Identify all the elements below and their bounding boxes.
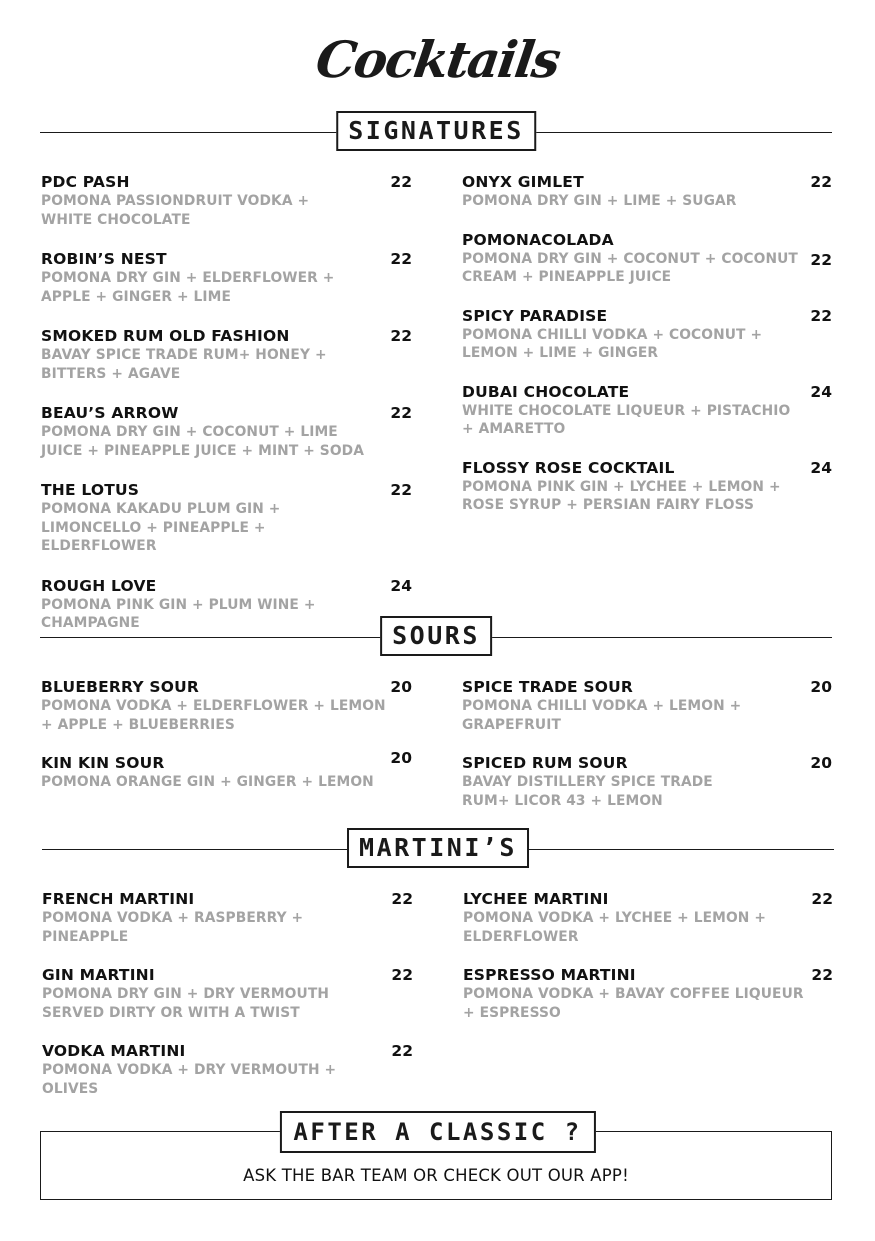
martinis-header [42,828,834,872]
signatures-right-column [462,172,832,515]
menu-item [41,249,412,306]
menu-item [42,1041,413,1098]
menu-item [42,965,413,1022]
item-price: 20 [810,754,832,772]
menu-item [41,403,412,460]
item-price: 24 [810,458,832,477]
item-price: 22 [810,306,832,325]
menu-item [462,230,832,287]
item-price: 22 [390,250,412,268]
item-price: 24 [390,576,412,595]
menu-item [42,889,413,946]
item-name: SPICE TRADE SOUR [462,678,634,696]
item-description: POMONA VODKA + DRY VERMOUTH + OLIVES [42,1062,337,1097]
item-description: BAVAY SPICE TRADE RUM+ HONEY + BITTERS + AGAVE [41,347,327,382]
item-name: KIN KIN SOUR [41,754,165,772]
item-description: POMONA DRY GIN + COCONUT + COCONUT CREAM + PINEAPPLE JUICE [462,250,798,285]
item-description: POMONA VODKA + ELDERFLOWER + LEMON + APPLE + BLUEBERRIES [41,698,386,733]
item-description: POMONA PINK GIN + PLUM WINE + CHAMPAGNE [41,596,316,631]
item-name: ONYX GIMLET [462,173,584,191]
item-name: VODKA MARTINI [42,1042,186,1060]
item-name: GIN MARTINI [42,966,155,984]
item-price: 22 [391,1042,413,1060]
item-description: POMONA DRY GIN + LIME + SUGAR [462,193,737,209]
menu-item [462,458,832,515]
menu-item [463,889,833,946]
item-description: POMONA PASSIONDRUIT VODKA + WHITE CHOCOLATE [41,193,310,228]
menu-item [41,749,412,792]
menu-item [462,677,832,734]
item-name: PDC PASH [41,173,130,191]
item-name: ROBIN’S NEST [41,250,167,268]
item-price: 20 [390,678,412,696]
item-description: POMONA PINK GIN + LYCHEE + LEMON + ROSE SYRUP + PERSIAN FAIRY FLOSS [462,478,781,513]
footer-heading: AFTER A CLASSIC ? [279,1111,595,1153]
item-price: 22 [390,173,412,191]
item-price: 24 [810,382,832,401]
menu-item [462,172,832,211]
item-name: THE LOTUS [41,481,140,499]
item-name: SMOKED RUM OLD FASHION [41,327,290,345]
item-name: LYCHEE MARTINI [463,890,609,908]
item-name: FRENCH MARTINI [42,890,195,908]
item-price: 22 [811,966,833,984]
menu-item [41,480,412,556]
item-name: SPICY PARADISE [462,306,608,325]
menu-item [41,677,412,734]
item-description: POMONA DRY GIN + DRY VERMOUTH SERVED DIRTY OR WITH A TWIST [42,986,329,1021]
item-price: 22 [391,966,413,984]
item-name: ROUGH LOVE [41,576,157,595]
item-description: WHITE CHOCOLATE LIQUEUR + PISTACHIO + AMARETTO [462,402,791,437]
sours-right-column [462,677,832,810]
item-price: 22 [390,404,412,422]
menu-item [462,306,832,363]
item-description: POMONA VODKA + LYCHEE + LEMON + ELDERFLOWER [463,910,766,945]
signatures-header [40,111,832,155]
item-description: POMONA KAKADU PLUM GIN + LIMONCELLO + PINEAPPLE + ELDERFLOWER [41,501,281,554]
sours-header [40,616,832,660]
item-description: BAVAY DISTILLERY SPICE TRADE RUM+ LICOR 43 + LEMON [462,774,713,809]
item-description: POMONA DRY GIN + COCONUT + LIME JUICE + PINEAPPLE JUICE + MINT + SODA [41,424,364,459]
menu-item [462,753,832,810]
item-price: 22 [390,481,412,499]
martinis-left-column [42,889,413,1098]
menu-item [41,326,412,383]
menu-item [462,382,832,439]
item-description: POMONA CHILLI VODKA + COCONUT + LEMON + LIME + GINGER [462,326,763,361]
item-price: 22 [810,250,832,269]
item-description: POMONA ORANGE GIN + GINGER + LEMON [41,774,374,790]
menu-item [463,965,833,1022]
item-name: BLUEBERRY SOUR [41,678,200,696]
item-description: POMONA DRY GIN + ELDERFLOWER + APPLE + GINGER + LIME [41,270,335,305]
item-price: 22 [391,890,413,908]
item-description: POMONA VODKA + BAVAY COFFEE LIQUEUR + ESPRESSO [463,986,804,1021]
item-name: BEAU’S ARROW [41,404,179,422]
item-price: 22 [390,327,412,345]
item-name: DUBAI CHOCOLATE [462,382,630,401]
signatures-left-column [41,172,412,633]
item-name: POMONACOLADA [462,230,614,249]
item-price: 22 [810,173,832,191]
item-price: 22 [811,890,833,908]
item-description: POMONA CHILLI VODKA + LEMON + GRAPEFRUIT [462,698,742,733]
menu-title: Cocktails [312,30,563,89]
item-name: ESPRESSO MARTINI [463,966,636,984]
item-name: SPICED RUM SOUR [462,754,628,772]
item-name: FLOSSY ROSE COCKTAIL [462,458,675,477]
sours-left-column [41,677,412,792]
martinis-right-column [463,889,833,1022]
item-price: 20 [810,678,832,696]
signatures-heading: SIGNATURES [336,111,536,151]
menu-item [41,172,412,229]
footer-text: ASK THE BAR TEAM OR CHECK OUT OUR APP! [243,1166,629,1185]
martinis-heading: MARTINI’S [347,828,529,868]
item-description: POMONA VODKA + RASPBERRY + PINEAPPLE [42,910,304,945]
item-price: 20 [390,749,412,767]
sours-heading: SOURS [380,616,492,656]
